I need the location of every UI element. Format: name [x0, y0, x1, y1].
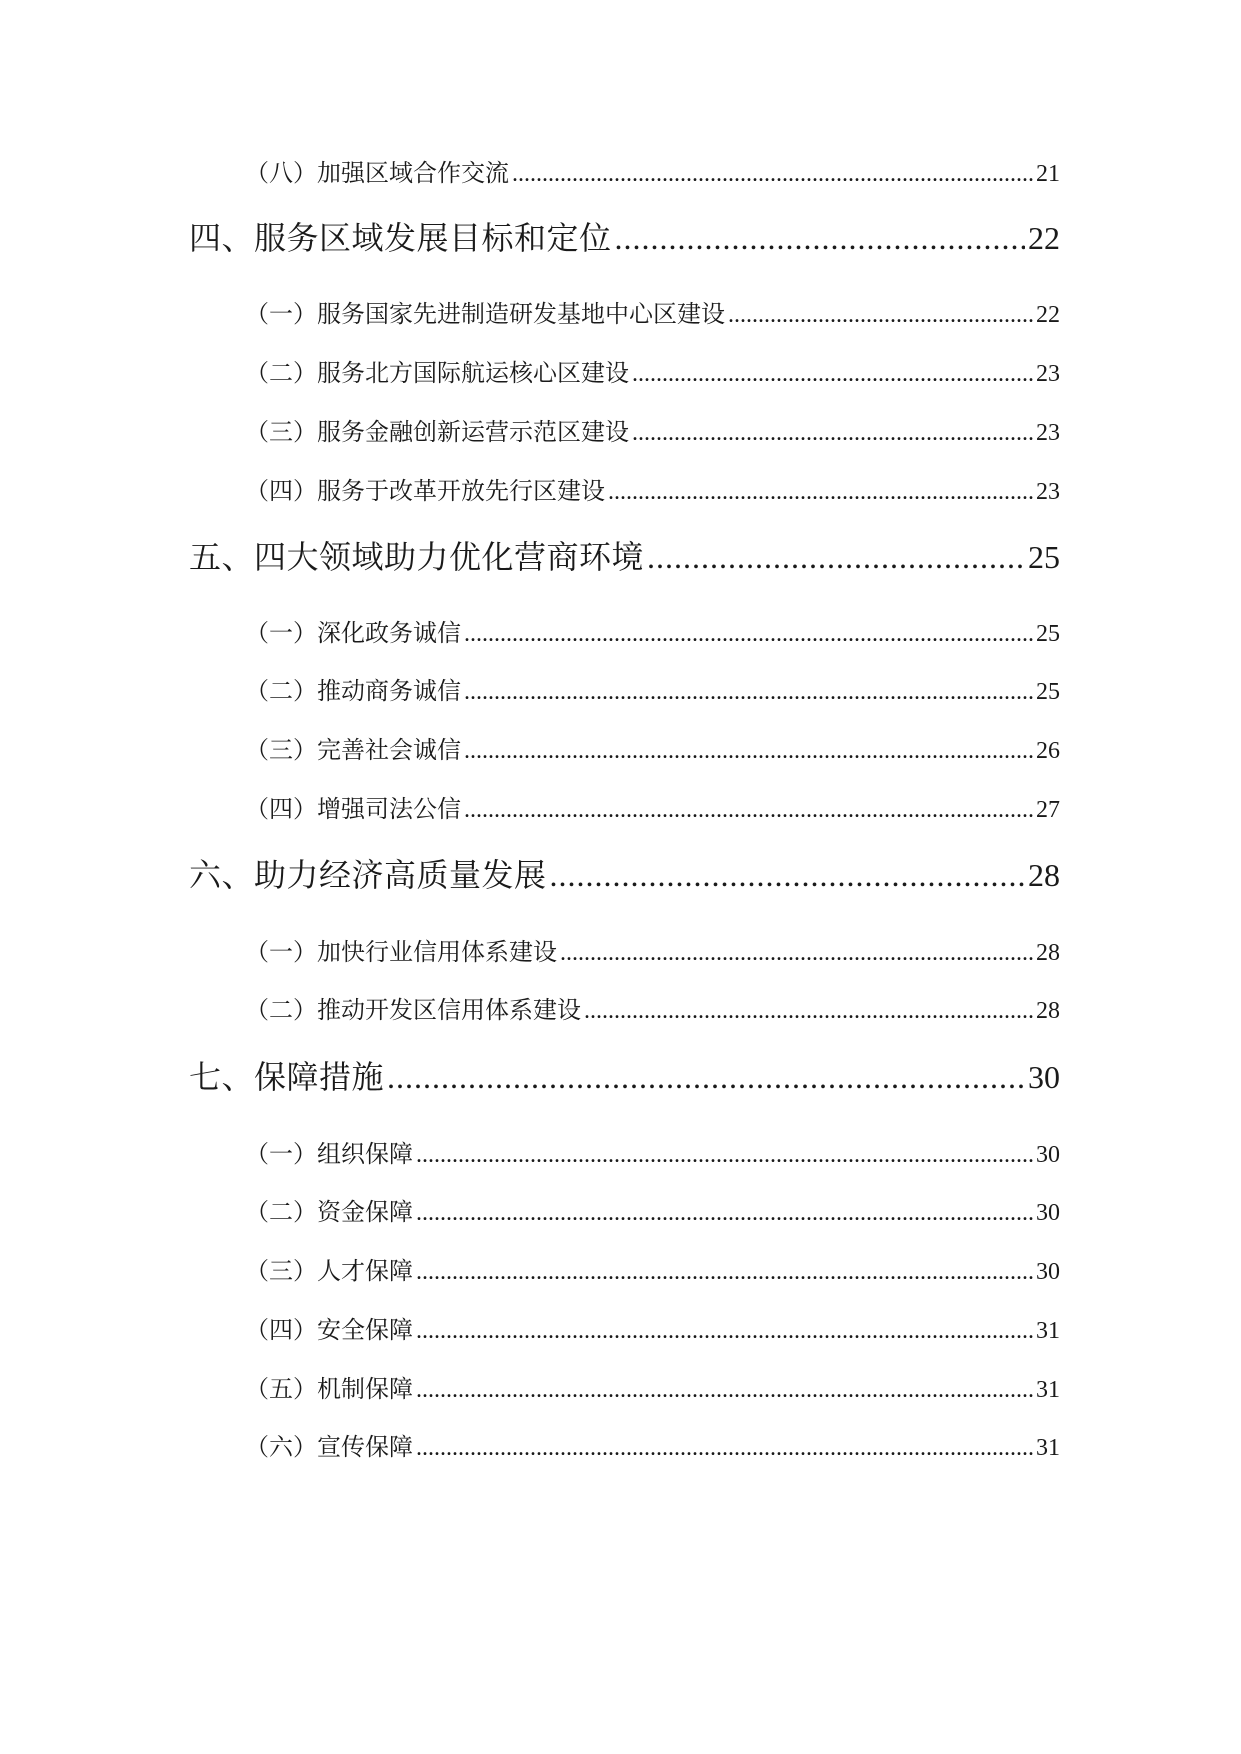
toc-entry-title: （一）深化政务诚信 — [245, 619, 461, 647]
toc-chapter-entry[interactable] — [189, 1052, 1060, 1098]
toc-entry[interactable] — [245, 1369, 1060, 1404]
toc-entry[interactable] — [245, 294, 1060, 329]
toc-chapter-entry[interactable] — [189, 213, 1060, 259]
toc-page-number: 28 — [1036, 998, 1060, 1024]
toc-page-number: 31 — [1036, 1435, 1060, 1461]
toc-entry[interactable] — [245, 1310, 1060, 1345]
toc-page-number: 28 — [1036, 940, 1060, 966]
toc-entry[interactable] — [245, 1192, 1060, 1227]
toc-entry-title: （一）加快行业信用体系建设 — [245, 938, 557, 966]
toc-entry[interactable] — [245, 789, 1060, 824]
toc-entry[interactable] — [245, 730, 1060, 765]
toc-chapter-title: 四、服务区域发展目标和定位 — [189, 219, 612, 257]
toc-entry-title: （二）资金保障 — [245, 1198, 413, 1226]
dot-leader — [632, 420, 1033, 447]
dot-leader — [512, 161, 1033, 188]
toc-entry-title: （四）服务于改革开放先行区建设 — [245, 477, 605, 505]
toc-entry[interactable] — [245, 671, 1060, 706]
dot-leader — [464, 738, 1033, 765]
dot-leader — [416, 1377, 1033, 1404]
toc-entry-title: （八）加强区域合作交流 — [245, 159, 509, 187]
dot-leader — [608, 479, 1033, 506]
toc-entry-title: （三）人才保障 — [245, 1257, 413, 1285]
dot-leader — [416, 1142, 1033, 1169]
toc-page-number: 23 — [1036, 361, 1060, 387]
toc-entry-title: （二）推动商务诚信 — [245, 677, 461, 705]
toc-chapter-title: 五、四大领域助力优化营商环境 — [189, 538, 645, 576]
toc-page-number: 21 — [1036, 161, 1060, 187]
toc-page-number: 23 — [1036, 420, 1060, 446]
dot-leader — [387, 1059, 1025, 1096]
dot-leader — [416, 1435, 1033, 1462]
toc-entry[interactable] — [245, 353, 1060, 388]
toc-page-number: 30 — [1036, 1200, 1060, 1226]
toc-entry-title: （三）完善社会诚信 — [245, 736, 461, 764]
dot-leader — [560, 940, 1033, 967]
toc-page-number: 26 — [1036, 738, 1060, 764]
toc-entry[interactable] — [245, 932, 1060, 967]
toc-page-number: 25 — [1036, 621, 1060, 647]
toc-entry[interactable] — [245, 613, 1060, 648]
dot-leader — [550, 857, 1025, 894]
toc-entry-title: （二）服务北方国际航运核心区建设 — [245, 359, 629, 387]
toc-page-number: 31 — [1036, 1318, 1060, 1344]
toc-page-number: 30 — [1036, 1142, 1060, 1168]
toc-page-number: 28 — [1028, 857, 1060, 893]
toc-entry[interactable] — [245, 471, 1060, 506]
toc-entry-title: （一）服务国家先进制造研发基地中心区建设 — [245, 300, 725, 328]
dot-leader — [632, 361, 1033, 388]
toc-entry-title: （六）宣传保障 — [245, 1433, 413, 1461]
dot-leader — [615, 220, 1025, 257]
toc-page-number: 23 — [1036, 479, 1060, 505]
toc-page-number: 25 — [1036, 679, 1060, 705]
toc-entry-title: （一）组织保障 — [245, 1140, 413, 1168]
toc-chapter-entry[interactable] — [189, 850, 1060, 896]
toc-chapter-title: 六、助力经济高质量发展 — [189, 856, 547, 894]
toc-entry[interactable] — [245, 1427, 1060, 1462]
toc-entry[interactable] — [245, 153, 1060, 188]
toc-entry-title: （三）服务金融创新运营示范区建设 — [245, 418, 629, 446]
dot-leader — [584, 998, 1033, 1025]
toc-page-number: 30 — [1028, 1059, 1060, 1095]
toc-chapter-title: 七、保障措施 — [189, 1058, 385, 1096]
toc-entry-title: （二）推动开发区信用体系建设 — [245, 996, 581, 1024]
dot-leader — [416, 1318, 1033, 1345]
toc-entry[interactable] — [245, 412, 1060, 447]
toc-page-number: 27 — [1036, 797, 1060, 823]
dot-leader — [416, 1259, 1033, 1286]
toc-entry-title: （四）增强司法公信 — [245, 795, 461, 823]
toc-entry[interactable] — [245, 1134, 1060, 1169]
dot-leader — [464, 797, 1033, 824]
toc-entry[interactable] — [245, 990, 1060, 1025]
toc-page-number: 22 — [1028, 220, 1060, 256]
toc-chapter-entry[interactable] — [189, 532, 1060, 578]
dot-leader — [416, 1200, 1033, 1227]
dot-leader — [728, 302, 1033, 329]
toc-entry[interactable] — [245, 1251, 1060, 1286]
toc-entry-title: （四）安全保障 — [245, 1316, 413, 1344]
toc-page-number: 31 — [1036, 1377, 1060, 1403]
toc-entry-title: （五）机制保障 — [245, 1375, 413, 1403]
dot-leader — [464, 679, 1033, 706]
dot-leader — [647, 539, 1025, 576]
toc-page-number: 22 — [1036, 302, 1060, 328]
dot-leader — [464, 621, 1033, 648]
toc-page-number: 25 — [1028, 539, 1060, 575]
toc-page-number: 30 — [1036, 1259, 1060, 1285]
